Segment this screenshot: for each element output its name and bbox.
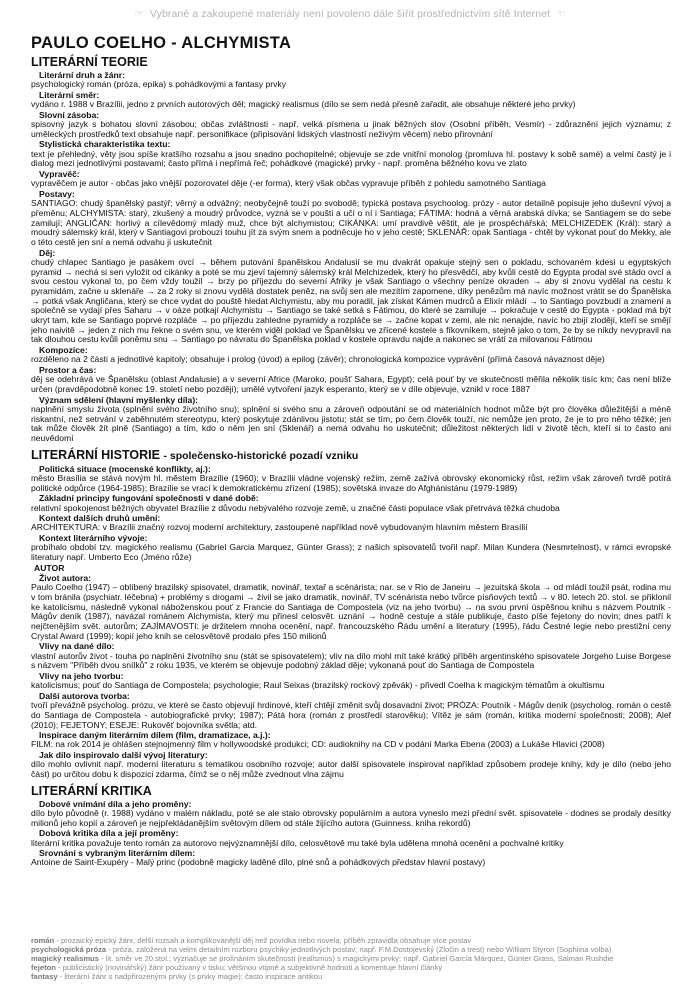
item-text: literární kritika považuje tento román za autorovo nejvýznamnější dílo, celosvětově mu také byla udělena mnohá ocenění a pochvalné kritiky <box>31 837 564 848</box>
item-text: Antoine de Saint-Exupéry - Malý princ (podobně magicky laděné dílo, plné snů a pohádkových představ hlavní postavy) <box>31 857 486 868</box>
item-text: katolicismus; pouť do Santiaga de Compostela; psychologie; Raul Seixas (brazilský rockový zpěvák) - přivedl Coelha k magickým tématům a okultismu <box>31 680 605 691</box>
glossary-footer <box>31 937 671 982</box>
section-teorie <box>31 55 671 444</box>
item-text: spisovný jazyk s bohatou slovní zásobou; občas zvláštnosti - např. velká písmena u jinak běžných slov (Osobní příběh, Vesmír) - zdůraznění jejich významu; z uměleckých prostředků text obsahuje např. personifikace (připisování lidských vlastností neživým věcem) nebo přirovnání <box>31 119 671 139</box>
item-label: Dobová kritika díla a její proměny: <box>39 828 179 839</box>
item-text: chudý chlapec Santiago je pasákem ovcí → během putování španělskou Andalusií se mu dvakrát opakuje stejný sen o pokladu, schovaném kdesi u egyptských pyramid → nechá si sen vyložit od cikánky a poté se mu zjeví tajemný sálemský král Melchizedek, který ho přesvědčí, aby kvůli cestě do Egypta prodal své stádo ovcí a svou cestou vykonal to, po čem vždy toužil → brzy po příjezdu do severní Afriky je však Santiago o všechny peníze okraden → aby si znovu vydělal na cestu k pyramidám, začne u sklenáře → za 2 roky si znovu vydělá dostatek peněz, na svůj sen ale mezitím zapomene, díky penězům má navíc možnost vrátit se do Španělska → potká však Angličana, který se chce vydat do pouště hledat Alchymistu, aby mu poradil, jak získat Kámen mudrců a Elixír mládí → to Santiago povzbudí a znamení a společně se vydají přes Saharu → v oáze potkají Alchymistu → Santiago se také setká s Fátimou, do které se zamiluje → pokračuje v cestě do Egypta - poklad má být ukryt tam, kde se Santiago poprvé rozpláče → po příjezdu zahledne pyramidy a rozpláče se → začne kopat v zemi, ale nic nenajde, navíc ho zbijí zloději, kteří se smějí jeho naivitě → jeden z nich mu řekne o svém snu, ve kterém viděl poklad ve Španělsku ve zřícené kostele s fíkovníkem, stejně jako o tom, že by se nikdy nevypravil na tak dlouhou cestu kvůli poněmu snu → Santiago po návratu do Španělska poklad v kostele opravdu najde a nakonec se vrátí za milovanou Fátimou <box>31 256 671 345</box>
glossary-definition: - lit. směr ve 20.stol.; vyznačuje se prolínáním skutečnosti (realismus) s magickými prvky; např. Gabriel García Márquez, Günter Grass, Salman Rushdie <box>98 953 614 963</box>
section-historie <box>31 448 671 780</box>
item-text: relativní spokojenost běžných obyvatel Brazílie z důvodu nebývalého rozvoje země, u značné části populace však přetrvává těžká chudoba <box>31 502 560 513</box>
section-heading-teorie: LITERÁRNÍ TEORIE <box>31 55 148 69</box>
item-text: Paulo Coelho (1947) – oblíbený brazilský spisovatel, dramatik, novinář, textař a scénárista; nar. se v Rio de Janeiru → jezuitská škola → od mládí toužil psát, rodina mu v tom bránila (psychiatr. léčebna) + problémy s drogami → živil se jako dramatik, novinář, TV scénárista nebo tvůrce písňových textů → v 80. letech 20. stol. se přiklonil ke katolicismu, následně vykonal náboženskou pouť z Francie do Santiaga de Compostela (viz na jeho tvorbu) → na svou první úspěšnou knihu s názvem Poutník - Mágův deník (1987), navázal románem Alchymista, který mu přinesl celosvět. uznání → hodně cestuje a stále publikuje, často píše fejetony do novin; dnes patří k nejčtenějším svět. autorům; ZAJÍMAVOSTI: je držitelem mnoha ocenění, např. francouzského Řádu umění a literatury (1995), řádu Čestné legie nebo prestižní ceny Crystal Award (1999); kopií jeho knih se celosvětově prodalo přes 150 milionů <box>31 582 671 641</box>
item-label: Další autorova tvorba: <box>39 690 130 701</box>
item-label: Srovnání s vybraným literárním dílem: <box>39 848 196 859</box>
item-text: probíhalo období tzv. magického realismu (Gabriel Garcia Marquez, Günter Grass); z našich spisovatelů tvořil např. Milan Kundera (Nesmrtelnost), v rámci evropské literatury např. Umberto Eco (Jméno růže) <box>31 542 671 563</box>
pointing-hand-right-icon: ☞ <box>134 8 144 20</box>
author-heading: AUTOR <box>34 562 65 573</box>
copyright-banner <box>0 8 700 20</box>
glossary-term: fantasy <box>31 971 58 981</box>
item-text: vypravěčem je autor - občas jako vnější pozorovatel děje (-er forma), který však občas vypravuje příběh z pohledu samotného Santiaga <box>31 178 546 189</box>
glossary-definition: - próza, založená na velmi detailním rozboru psychiky jednotlivých postav; např. F.M.Dostojevský (Zločin a trest) nebo William Styron (Sophiina volba) <box>106 944 612 954</box>
item-label: Význam sdělení (hlavní myšlenky díla): <box>39 394 199 405</box>
item-label: Prostor a čas: <box>39 365 97 376</box>
item-label: Literární druh a žánr: <box>39 70 125 80</box>
item-text: FILM: na rok 2014 je ohlášen stejnojmenný film v hollywoodské produkci; CD: audioknihy na CD v podání Marka Ebena (2003) a Lukáše Hlavici (2008) <box>31 739 605 750</box>
item-text: tvoří převážně psycholog. prózu, ve které se často objevují hrdinové, kteří chtějí změnit svůj dosavadní život; PRÓZA: Poutník - Mágův deník (psycholog. román o cestě do Santiaga de Compostela - autobiografické prvky; 1987); Pátá hora (román z prostředí starověku); Vítěz je sám (román, kritika moderní společnosti; 2008); Alef (2010); FEJETONY; ESEJE: Rukověť bojovníka světla; atd. <box>31 700 671 730</box>
teorie-items <box>31 70 671 444</box>
banner-text: Vybrané a zakoupené materiály není povoleno dále šířit prostřednictvím sítě Internet <box>149 8 551 20</box>
item-label: Kontext dalších druhů umění: <box>39 513 161 524</box>
page-title: PAULO COELHO - ALCHYMISTA <box>31 34 292 52</box>
author-items <box>31 573 671 780</box>
item-text: dílo bylo původně (r. 1988) vydáno v malém nákladu, poté se ale stalo obrovsky populárním a autora vyneslo mezi přední svět. spisovatele - dodnes se prodaly desítky milionů jeho kopií a zároveň je nejpřekládanějším světovým dílem od stále žijícího autora (Guinness. kniha rekordů) <box>31 807 671 828</box>
item-text: psychologický román (próza, epika) s pohádkovými a fantasy prvky <box>31 79 287 90</box>
item-label: Jak dílo inspirovalo další vývoj literatury: <box>39 750 208 761</box>
item-label: Stylistická charakteristika textu: <box>39 139 171 150</box>
item-label: Literární směr: <box>39 89 100 100</box>
historie-title: LITERÁRNÍ HISTORIE <box>31 447 160 462</box>
item-label: Vypravěč: <box>39 169 80 180</box>
section-kritika <box>31 784 671 868</box>
item-text: děj se odehrává ve Španělsku (oblast Andalusie) a v severní Africe (Maroko, poušť Sahara, Egypt); celá pouť by ve skutečnosti měřila několik tisíc km; čas není blíže určen (pravděpodobně konec 19. století nebo později); umělé vytvoření jazyk esperanto, který se v díle objevuje, vznikl v roce 1887 <box>31 374 671 394</box>
item-text: SANTIAGO: chudý španělský pastýř; věrný a odvážný; neobyčejně touží po svobodě; typická postava psychoolog. prózy - autor detailně popisuje jeho duševní vývoj a přeměnu; ALCHYMISTA: starý, zkušený a moudrý průvodce, vyzná se v poušti a učí o ní i Santiaga; FÁTIMA: hodná a věrná arabská dívka; se Santiagem se do sebe zamilují; ANGLIČAN: horlivý a cílevědomý mladý muž, chce být alchymistou; CIKÁNKA: umí pravdivě věštit, ale je prospěchářská; MELCHIZEDEK (Král): starý a moudrý sálemský král, který v Santiagovi probouzí touhu jít za svým snem a podněcuje ho v jeho cestě; SKLENÁŘ: opak Santiaga - chtěl by vykonat pouť do Mekky, ale o této cestě jen sní a nemá odvahu ji uskutečnit <box>31 198 671 247</box>
item-label: Inspirace daným literárním dílem (film, dramatizace, a.j.): <box>39 730 271 741</box>
item-text: text je přehledný, věty jsou spíše kratšího rozsahu a jsou snadno pochopitelné; objevuje se zde vnitřní monolog (promluva hl. postavy k sobě samé) a velmi častý je i dialog mezi jednotlivými postavami; často přímá i nepřímá řeč; pohádkové (magické) prvky - např. proměna běžného kovu ve zlato <box>31 148 671 169</box>
item-label: Vlivy na jeho tvorbu: <box>39 670 124 681</box>
glossary-term: magický realismus <box>31 953 99 963</box>
item-text: město Brasília se stává novým hl. městem Brazílie (1960); v Brazílii vládne vojenský režim, země zažívá obrovský ekonomický růst, režim však zároveň tvrdě potírá politické odpůrce (1964-1985); Brazílie se vrací k demokratickému zřízení (1985); sovětská invaze do Afghánistánu (1979-1989) <box>31 472 671 493</box>
item-label: Život autora: <box>39 572 92 583</box>
glossary-term: psychologická próza <box>31 944 107 954</box>
glossary-definition: - literární žánr s nadpřirozenými prvky (s prvky magie); často inspirace antikou <box>57 971 323 981</box>
item-label: Dobové vnímání díla a jeho proměny: <box>39 798 192 809</box>
item-label: Postavy: <box>39 188 75 199</box>
item-label: Slovní zásoba: <box>39 109 100 120</box>
section-heading-kritika: LITERÁRNÍ KRITIKA <box>31 783 152 798</box>
item-text: naplnění smyslu života (splnění svého životního snu); splnění si svého snu a zároveň odpoutání se od materiálních hodnot může být pro člověka důležitější a méně riskantní, než setrvání v zaběhnutém stereotypu, který poskytuje zdánlivou jistotu; stát se tím, po čem člověk touží, nic nemůže jen proto, že je to pro něho těžké; jen tak může člověk žít plně (Santiago) a tím, kdo o něm jen sní (Sklenář) a nemá odvahu ho uskutečnit; důležitost některých lidí v životě těch, kteří si to často ani neuvědomí <box>31 403 671 444</box>
glossary-definition: - publicistický (novinářský) žánr používaný v tisku; většinou vtipně a subjektivně hodnotí a komentuje hlavní články <box>55 962 443 972</box>
glossary-term: román <box>31 936 55 945</box>
item-text: dílo mohlo ovlivnit např. moderní literaturu s tematikou osobního rozvoje; autor další spisovatele inspiroval například způsobem prodeje knihy, kdy je dílo (nebo jeho část) po určitou dobu k dispozici zdarma, čímž se o něj může zvednout vlna zájmu <box>31 759 671 780</box>
item-label: Základní principy fungování společnosti v dané době: <box>39 493 259 504</box>
pointing-hand-left-icon: ☜ <box>556 8 566 20</box>
glossary-definition: - prozaický epický žánr, delší rozsah a komplikovanější děj než povídka nebo novela; příběh zpravidla obsahuje více postav <box>54 936 472 945</box>
historie-subtitle: - společensko-historické pozadí vzniku <box>163 449 359 462</box>
item-text: rozděleno na 2 části a jednotlivé kapitoly; obsahuje i prolog (úvod) a epilog (závěr); chronologická kompozice vyprávění (přímá časová návaznost děje) <box>31 354 605 365</box>
item-label: Kompozice: <box>39 345 88 356</box>
item-text: ARCHITEKTURA: v Brazílii značný rozvoj moderní architektury, zastoupené například nově vybudovaným hlavním městem Brasílií <box>31 522 528 533</box>
item-label: Kontext literárního vývoje: <box>39 533 148 544</box>
item-label: Vlivy na dané dílo: <box>39 641 115 652</box>
item-text: vydáno r. 1988 v Brazílii, jedno z prvních autorových děl; magický realismus (dílo se sem nedá přesně zařadit, ale obsahuje některé jeho prvky) <box>31 99 576 110</box>
document-body <box>31 34 671 868</box>
item-label: Děj: <box>39 247 56 258</box>
glossary-entry <box>31 973 671 982</box>
item-text: vlastní autorův život - touha po naplnění životního snu (stát se spisovatelem); vliv na dílo mohl mít také krátký příběh argentinského spisovatele Jorgeho Luise Borgese s názvem "Příběh dvou snílků" z roku 1935, ve kterém se objevuje podobný základ děje; vykonaná pouť do Santiaga de Compostela <box>31 650 671 671</box>
historie-items <box>31 464 671 563</box>
glossary-term: fejeton <box>31 962 56 972</box>
kritika-items <box>31 799 671 868</box>
item-label: Politická situace (mocenské konflikty, aj.): <box>39 463 211 474</box>
section-heading-historie <box>31 448 671 463</box>
